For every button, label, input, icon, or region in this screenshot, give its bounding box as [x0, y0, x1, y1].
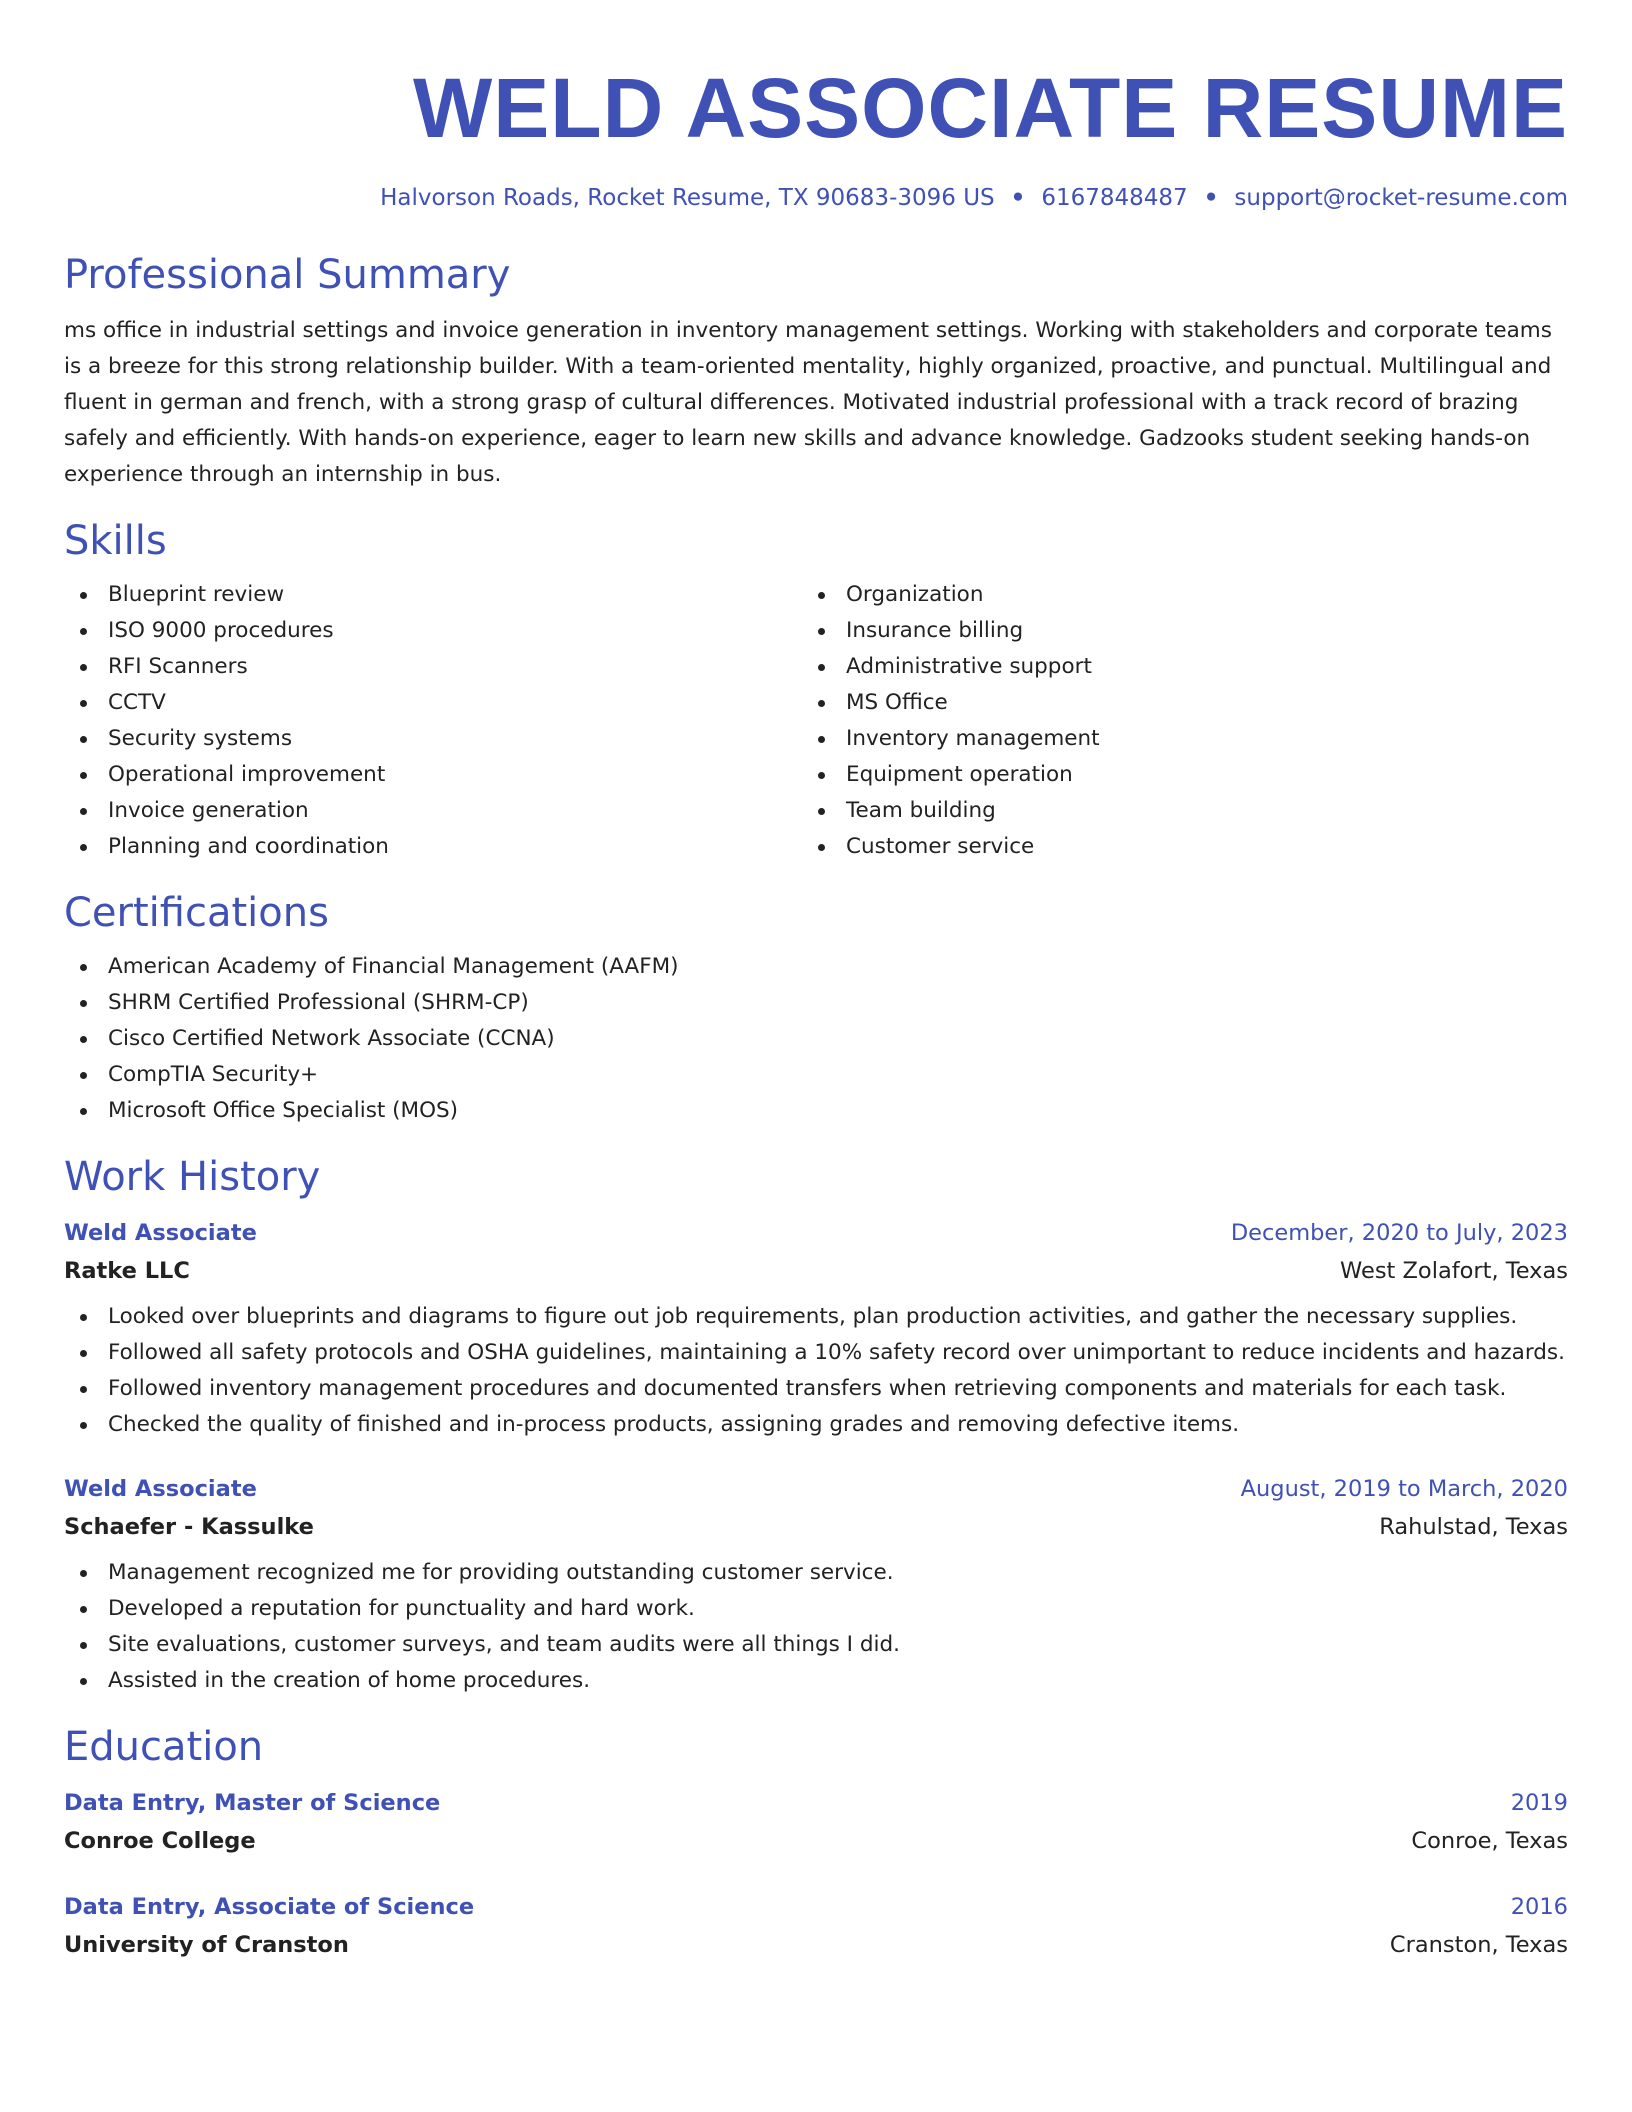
contact-separator: •: [1203, 184, 1219, 211]
skill-item: Customer service: [802, 829, 1540, 865]
work-history-section: [64, 1153, 1568, 1699]
skill-item: Security systems: [64, 721, 802, 757]
contact-email[interactable]: support@rocket-resume.com: [1234, 184, 1568, 211]
skill-item: Insurance billing: [802, 613, 1540, 649]
skill-item: MS Office: [802, 685, 1540, 721]
section-heading-summary: Professional Summary: [64, 251, 511, 298]
section-heading-certifications: Certifications: [64, 889, 329, 936]
summary-text: ms office in industrial settings and invoice generation in inventory management settings. Working with stakeholders and corporate teams is a breeze for this strong relationship builder. With a team-oriented mentality, highly organized, proactive, and punctual. Multilingual and fluent in german and french, with a strong grasp of cultural differences. Motivated industrial professional with a track record of brazing safely and efficiently. With hands-on experience, eager to learn new skills and advance knowledge. Gadzooks student seeking hands-on experience through an internship in bus.: [64, 317, 1552, 487]
job-entry: [64, 1215, 1568, 1443]
skills-section: [64, 517, 1568, 865]
certification-item: Microsoft Office Specialist (MOS): [64, 1093, 1568, 1129]
job-title-row: [64, 1215, 1568, 1251]
skill-item: RFI Scanners: [64, 649, 802, 685]
contact-line: [64, 185, 1568, 211]
certification-item: SHRM Certified Professional (SHRM-CP): [64, 985, 1568, 1021]
education-school-row: [64, 1925, 1568, 1965]
job-bullet: Checked the quality of finished and in-process products, assigning grades and removing defective items.: [64, 1407, 1568, 1443]
job-entry: [64, 1471, 1568, 1699]
certifications-list: [64, 949, 1568, 1129]
job-bullet: Assisted in the creation of home procedures.: [64, 1663, 1568, 1699]
education-degree-row: [64, 1889, 1568, 1925]
job-bullet: Management recognized me for providing outstanding customer service.: [64, 1555, 1568, 1591]
job-title: Weld Associate: [64, 1219, 257, 1246]
skill-item: Administrative support: [802, 649, 1540, 685]
education-year: 2016: [1510, 1893, 1568, 1920]
education-school: University of Cranston: [64, 1931, 349, 1958]
section-heading-work-history: Work History: [64, 1153, 321, 1200]
education-degree: Data Entry, Associate of Science: [64, 1893, 475, 1920]
job-company: Ratke LLC: [64, 1257, 190, 1284]
job-bullet: Followed all safety protocols and OSHA guidelines, maintaining a 10% safety record over unimportant to reduce incidents and hazards.: [64, 1335, 1568, 1371]
job-location: Rahulstad, Texas: [1379, 1513, 1568, 1540]
education-school-row: [64, 1821, 1568, 1861]
contact-address: Halvorson Roads, Rocket Resume, TX 90683-3096 US: [380, 184, 995, 211]
job-title-row: [64, 1471, 1568, 1507]
education-year: 2019: [1510, 1789, 1568, 1816]
job-dates: December, 2020 to July, 2023: [1230, 1219, 1568, 1246]
skill-item: Organization: [802, 577, 1540, 613]
certification-item: Cisco Certified Network Associate (CCNA): [64, 1021, 1568, 1057]
skill-item: Invoice generation: [64, 793, 802, 829]
job-title: Weld Associate: [64, 1475, 257, 1502]
section-heading-education: Education: [64, 1723, 264, 1770]
education-degree-row: [64, 1785, 1568, 1821]
skill-item: Operational improvement: [64, 757, 802, 793]
skill-item: Planning and coordination: [64, 829, 802, 865]
job-company-row: [64, 1507, 1568, 1547]
section-heading-skills: Skills: [64, 517, 167, 564]
education-school: Conroe College: [64, 1827, 256, 1854]
summary-section: [64, 251, 1568, 493]
job-dates: August, 2019 to March, 2020: [1240, 1475, 1568, 1502]
skills-list-right: [802, 577, 1540, 865]
skills-grid: [64, 565, 1568, 865]
job-bullet: Looked over blueprints and diagrams to figure out job requirements, plan production activities, and gather the necessary supplies.: [64, 1299, 1568, 1335]
resume-title: WELD ASSOCIATE RESUME: [412, 61, 1568, 155]
job-bullet: Site evaluations, customer surveys, and team audits were all things I did.: [64, 1627, 1568, 1663]
skill-item: Blueprint review: [64, 577, 802, 613]
skills-list-left: [64, 577, 802, 865]
certification-item: American Academy of Financial Management (AAFM): [64, 949, 1568, 985]
resume-header: [64, 60, 1568, 211]
skill-item: Equipment operation: [802, 757, 1540, 793]
job-bullets: [64, 1555, 1568, 1699]
job-bullets: [64, 1299, 1568, 1443]
skill-item: Team building: [802, 793, 1540, 829]
education-entry: [64, 1785, 1568, 1861]
certification-item: CompTIA Security+: [64, 1057, 1568, 1093]
job-bullet: Followed inventory management procedures and documented transfers when retrieving components and materials for each task.: [64, 1371, 1568, 1407]
job-company-row: [64, 1251, 1568, 1291]
education-location: Cranston, Texas: [1389, 1931, 1568, 1958]
certifications-section: [64, 889, 1568, 1129]
job-bullet: Developed a reputation for punctuality and hard work.: [64, 1591, 1568, 1627]
education-location: Conroe, Texas: [1411, 1827, 1568, 1854]
education-section: [64, 1723, 1568, 1965]
education-degree: Data Entry, Master of Science: [64, 1789, 441, 1816]
contact-phone[interactable]: 6167848487: [1041, 184, 1188, 211]
skill-item: Inventory management: [802, 721, 1540, 757]
contact-separator: •: [1010, 184, 1026, 211]
education-entry: [64, 1889, 1568, 1965]
skill-item: ISO 9000 procedures: [64, 613, 802, 649]
skill-item: CCTV: [64, 685, 802, 721]
job-company: Schaefer - Kassulke: [64, 1513, 314, 1540]
job-location: West Zolafort, Texas: [1340, 1257, 1568, 1284]
